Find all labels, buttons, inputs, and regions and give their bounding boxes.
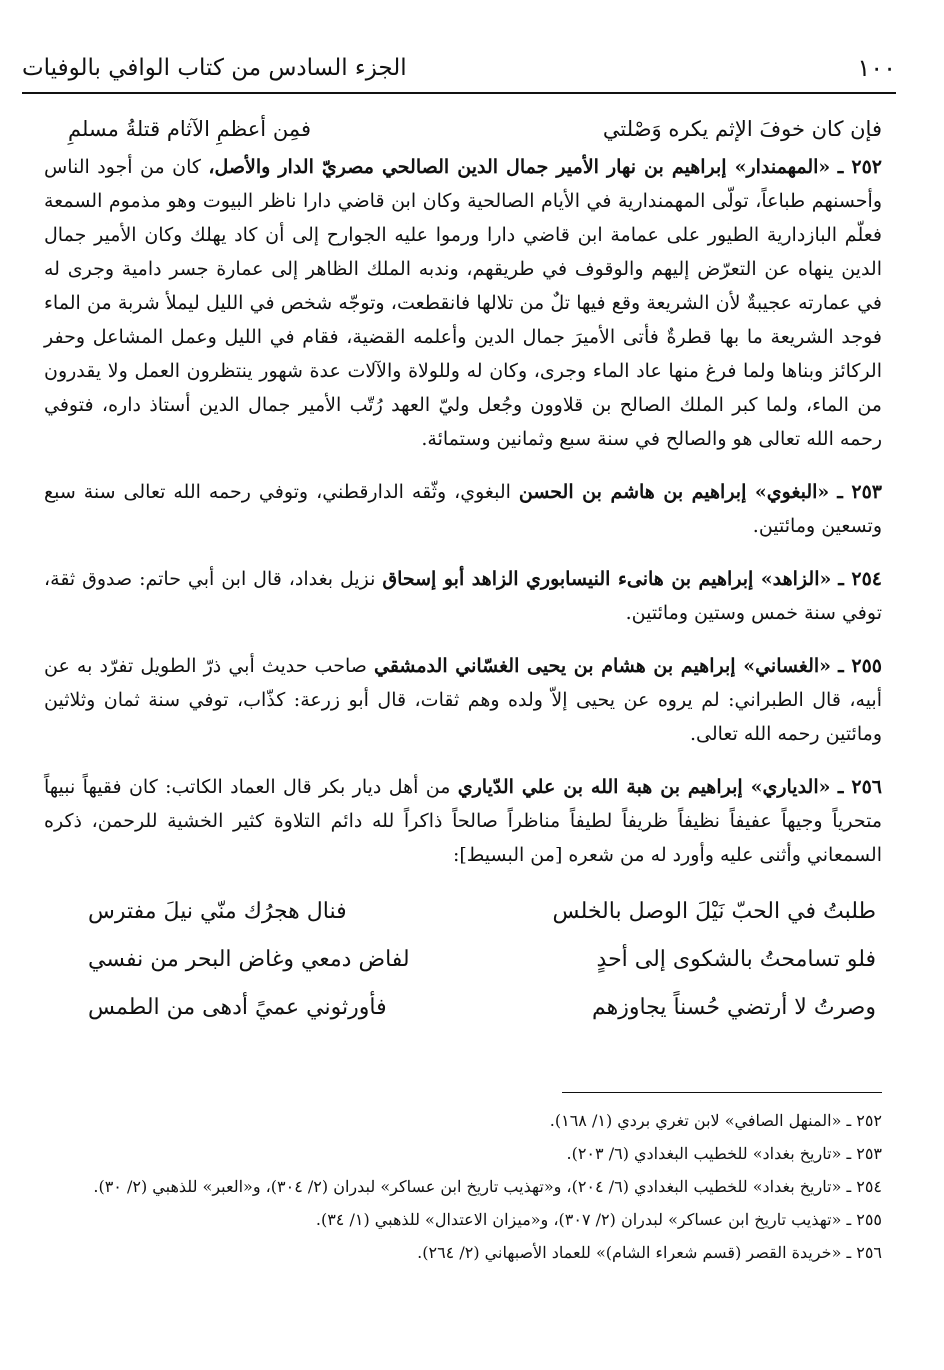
poem-first-hemistich: وصرتُ لا أرتضي حُسناً يجاوزهم xyxy=(591,995,876,1020)
footnote-252: ٢٥٢ ـ «المنهل الصافي» لابن تغري بردي (١/ ١٦٨). xyxy=(549,1111,882,1130)
opening-verse xyxy=(44,110,882,148)
verse-second-hemistich: فمِن أعظمِ الآثام قتلةُ مسلمِ xyxy=(68,117,311,141)
poem-second-hemistich: فنال هجرُك منّي نيلَ مفترس xyxy=(88,899,347,924)
entry-253 xyxy=(44,475,882,543)
page-header xyxy=(22,44,896,94)
entry-heading: «الغساني» إبراهيم بن هشام بن يحيى الغسّاني الدمشقي xyxy=(373,655,832,677)
poem xyxy=(44,888,882,1032)
entry-number: ٢٥٤ ـ xyxy=(838,568,882,590)
page-body xyxy=(44,110,882,1032)
entry-heading: «الدياري» إبراهيم بن هبة الله بن علي الدّياري xyxy=(457,776,831,798)
page-number: ١٠٠ xyxy=(857,54,896,82)
entry-number: ٢٥٥ ـ xyxy=(838,655,882,677)
entry-255 xyxy=(44,649,882,751)
entry-number: ٢٥٢ ـ xyxy=(837,156,882,178)
entry-text: صاحب حديث أبي ذرّ الطويل تفرّد به عن أبيه، قال الطبراني: لم يروه عن يحيى إلاّ ولده وهم ثقات، قال أبو زرعة: كذّاب، توفي سنة ثمان وثلاثين ومائتين رحمه الله تعالى. xyxy=(44,655,882,745)
entry-252 xyxy=(44,150,882,456)
entry-text: من أهل ديار بكر قال العماد الكاتب: كان فقيهاً نبيهاً متحرياً وجيهاً عفيفاً نظيفاً ظريفاً لطيفاً مناظراً صالحاً ذاكراً لله دائم التلاوة كثير الخشية للرحمن، ذكره السمعاني وأثنى عليه وأورد له من شعره [من البسيط]: xyxy=(44,776,882,866)
footnote-254: ٢٥٤ ـ «تاريخ بغداد» للخطيب البغدادي (٦/ ٢٠٤)، و«تهذيب تاريخ ابن عساكر» لبدران (٢/ ٣٠٤)، و«العبر» للذهبي (٢/ ٣٠). xyxy=(93,1177,882,1196)
poem-line xyxy=(44,984,882,1032)
entry-text: نزيل بغداد، قال ابن أبي حاتم: صدوق ثقة، توفي سنة خمس وستين ومائتين. xyxy=(44,568,882,624)
entry-heading: «المهمندار» إبراهيم بن نهار الأمير جمال الدين الصالحي مصريّ الدار والأصل، xyxy=(208,156,831,178)
entry-heading: «الزاهد» إبراهيم بن هانىء النيسابوري الزاهد أبو إسحاق xyxy=(382,568,832,590)
running-title: الجزء السادس من كتاب الوافي بالوفيات xyxy=(22,55,407,81)
entry-number: ٢٥٦ ـ xyxy=(837,776,882,798)
entry-254 xyxy=(44,562,882,630)
poem-second-hemistich: فأورثوني عميً أدهى من الطمس xyxy=(88,995,387,1020)
entry-text: البغوي، وثّقه الدارقطني، وتوفي رحمه الله تعالى سنة سبع وتسعين ومائتين. xyxy=(44,481,882,537)
entry-256 xyxy=(44,770,882,872)
poem-first-hemistich: فلو تسامحتُ بالشكوى إلى أحدٍ xyxy=(596,947,876,972)
footnote-256: ٢٥٦ ـ «خريدة القصر (قسم شعراء الشام)» للعماد الأصبهاني (٢/ ٢٦٤). xyxy=(417,1243,882,1262)
verse-first-hemistich: فإن كان خوفَ الإثم يكره وَصْلتي xyxy=(602,117,882,141)
footnote-divider xyxy=(562,1092,882,1093)
poem-second-hemistich: لفاض دمعي وغاض البحر من نفسي xyxy=(88,947,410,972)
footnote-255: ٢٥٥ ـ «تهذيب تاريخ ابن عساكر» لبدران (٢/ ٣٠٧)، و«ميزان الاعتدال» للذهبي (١/ ٣٤). xyxy=(315,1210,882,1229)
poem-line xyxy=(44,936,882,984)
poem-first-hemistich: طلبتُ في الحبّ نَيْلَ الوصل بالخلس xyxy=(552,899,876,924)
poem-line xyxy=(44,888,882,936)
footnotes xyxy=(44,1104,882,1269)
entry-heading: «البغوي» إبراهيم بن هاشم بن الحسن xyxy=(518,481,830,503)
footnote-253: ٢٥٣ ـ «تاريخ بغداد» للخطيب البغدادي (٦/ ٢٠٣). xyxy=(566,1144,882,1163)
entry-number: ٢٥٣ ـ xyxy=(837,481,883,503)
entry-text: كان من أجود الناس وأحسنهم طباعاً، تولّى المهمندارية في الأيام الصالحية وكان ابن قاضي دارا ناظر البيوت وهو مذموم السمعة فعلّم البازدارية الطيور على عمامة ابن قاضي دارا ورموا عليه الجوارح إلى أن كاد يهلك وكان الأمير جمال الدين ينهاه عن التعرّض إليهم والوقوف في طريقهم، وندبه الملك الظاهر إلى عمارة جسر دامية وجرى له في عمارته عجيبةٌ لأن الشريعة وقع فيها تلٌ من تلالها فانقطعت، وتوجّه شخص في الليل ليملأ شربة من الماء فوجد الشريعة ما بها قطرةٌ فأتى الأميرَ جمال الدين وأعلمه القضية، فقام في الليل وعمل المشاعل وحفر الركائز وبناها ولما فرغ منها عاد الماء وجرى، وكان له وللولاة والآلات عدة شهور ينتظرون العمل ولا يقدرون من الماء، ولما كبر الملك الصالح بن قلاوون وجُعل وليّ العهد رُتّب الأمير جمال الدين أستاذ داره، فتوفي رحمه الله تعالى هو والصالح في سنة سبع وثمانين وستمائة. xyxy=(44,156,882,450)
